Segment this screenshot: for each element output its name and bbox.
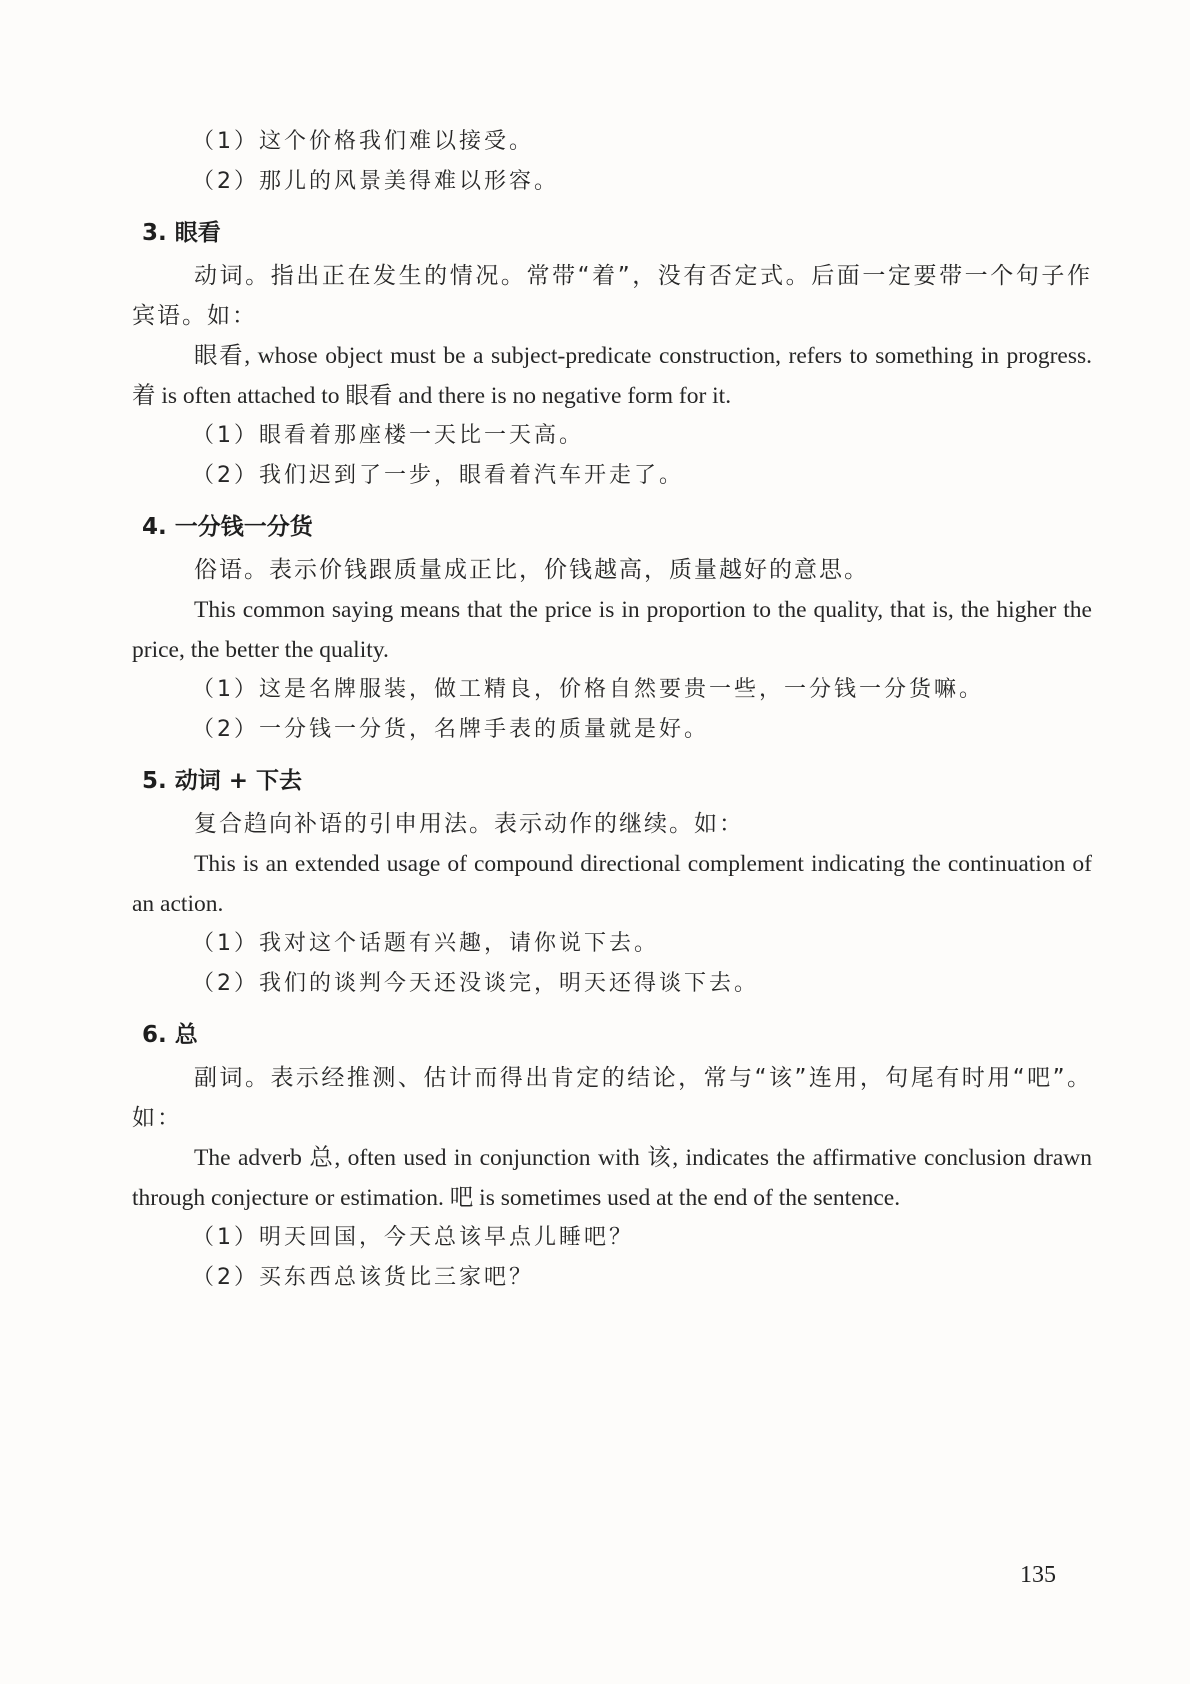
chinese-explanation: 动词。指出正在发生的情况。常带“着”，没有否定式。后面一定要带一个句子作宾语。如： — [132, 263, 1092, 329]
section-heading: 5. 动词 + 下去 — [142, 768, 303, 794]
example-sentence: （1）眼看着那座楼一天比一天高。 — [192, 423, 584, 448]
section-heading: 3. 眼看 — [142, 220, 221, 246]
example-sentence: （2）我们的谈判今天还没谈完，明天还得谈下去。 — [192, 971, 759, 996]
section-heading: 6. 总 — [142, 1022, 198, 1048]
grammar-section — [132, 216, 1092, 496]
english-explanation: The adverb 总, often used in conjunction with 该, indicates the affirmative conclusion drawn through conjecture or estimation. 吧 is sometimes used at the end of the sentence. — [132, 1145, 1092, 1211]
section-heading: 4. 一分钱一分货 — [142, 514, 313, 540]
page-content — [132, 122, 1092, 1298]
grammar-section — [132, 510, 1092, 750]
example-sentence: （1）这个价格我们难以接受。 — [192, 129, 534, 154]
page-number: 135 — [1020, 1562, 1056, 1588]
example-sentence: （2）那儿的风景美得难以形容。 — [192, 169, 559, 194]
example-sentence: （1）这是名牌服装，做工精良，价格自然要贵一些，一分钱一分货嘛。 — [192, 677, 984, 702]
example-sentence: （2）一分钱一分货，名牌手表的质量就是好。 — [192, 717, 709, 742]
english-explanation: This is an extended usage of compound directional complement indicating the continuation of an action. — [132, 851, 1092, 917]
english-explanation: This common saying means that the price is in proportion to the quality, that is, the higher the price, the better the quality. — [132, 597, 1092, 663]
chinese-explanation: 复合趋向补语的引申用法。表示动作的继续。如： — [194, 811, 744, 837]
example-sentence: （1）明天回国，今天总该早点儿睡吧？ — [192, 1225, 634, 1250]
example-sentence: （2）买东西总该货比三家吧？ — [192, 1265, 534, 1290]
chinese-explanation: 俗语。表示价钱跟质量成正比，价钱越高，质量越好的意思。 — [194, 557, 869, 583]
example-sentence: （1）我对这个话题有兴趣，请你说下去。 — [192, 931, 659, 956]
grammar-section — [132, 1018, 1092, 1298]
chinese-explanation: 副词。表示经推测、估计而得出肯定的结论，常与“该”连用，句尾有时用“吧”。如： — [132, 1065, 1092, 1131]
grammar-section — [132, 764, 1092, 1004]
english-explanation: 眼看, whose object must be a subject-predicate construction, refers to something in progress. 着 is often attached to 眼看 and there is no negative form for it. — [132, 343, 1092, 409]
example-sentence: （2）我们迟到了一步，眼看着汽车开走了。 — [192, 463, 684, 488]
